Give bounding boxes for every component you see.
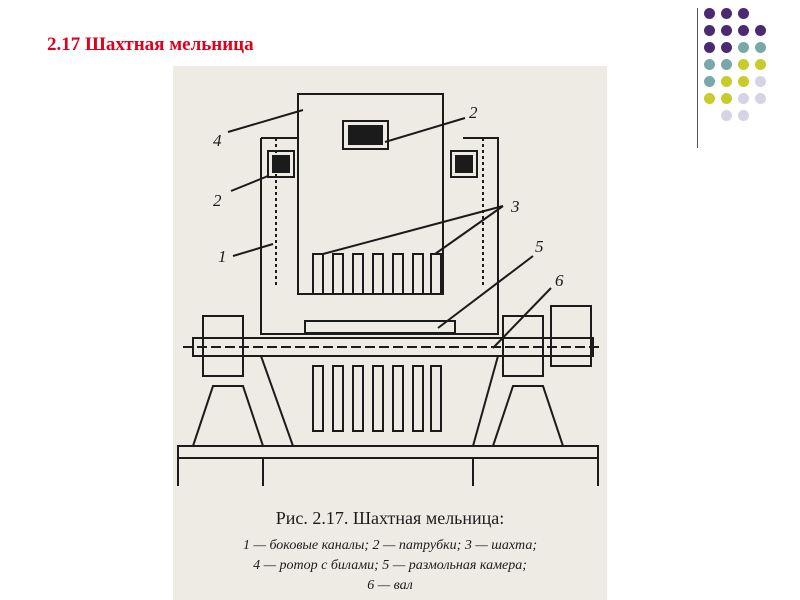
right-support <box>493 386 563 446</box>
decorative-dot <box>738 110 749 121</box>
decorative-dot <box>738 8 749 19</box>
shaft-outline <box>298 94 443 294</box>
decorative-dot <box>721 110 732 121</box>
mill-figure <box>173 66 607 600</box>
decorative-dot <box>738 42 749 53</box>
mill-drawing <box>173 66 607 506</box>
part-label-4: 3 <box>511 197 520 216</box>
decorative-dot <box>704 93 715 104</box>
part-label-3: 4 <box>213 131 222 150</box>
figure-caption-line-1: 1 — боковые каналы; 2 — патрубки; 3 — шахта; <box>243 538 537 553</box>
lower-hopper <box>261 356 498 446</box>
decorative-dot <box>721 59 732 70</box>
rotor-beaters-upper <box>313 254 441 294</box>
decorative-dot <box>755 25 766 36</box>
decorative-dot <box>704 42 715 53</box>
decorative-dot <box>704 25 715 36</box>
decorative-dot <box>704 76 715 87</box>
part-label-2-left: 2 <box>213 191 222 210</box>
slide-title: 2.17 Шахтная мельница <box>47 34 254 55</box>
rotor-beaters-lower <box>313 366 441 431</box>
decorative-dot <box>721 8 732 19</box>
part-label-6: 6 <box>555 271 564 290</box>
decorative-dot <box>721 42 732 53</box>
decorative-dot <box>704 59 715 70</box>
part-label-1: 1 <box>218 247 227 266</box>
decorative-dot <box>755 93 766 104</box>
figure-caption-title: Рис. 2.17. Шахтная мельница: <box>275 508 505 528</box>
figure-caption-line-3: 6 — вал <box>367 578 413 593</box>
decorative-dot <box>721 25 732 36</box>
decorative-dot <box>738 93 749 104</box>
base-frame <box>178 446 598 458</box>
decorative-dot <box>721 76 732 87</box>
decorative-dot <box>738 76 749 87</box>
decorative-dot <box>755 59 766 70</box>
decorative-dot <box>738 25 749 36</box>
decorative-dot <box>738 59 749 70</box>
decorative-divider <box>697 8 698 148</box>
part-label-2-top: 2 <box>469 103 478 122</box>
figure-caption-line-2: 4 — ротор с билами; 5 — размольная камера; <box>253 558 527 573</box>
decorative-dot <box>721 93 732 104</box>
grinding-chamber <box>305 321 455 333</box>
decorative-dot <box>704 8 715 19</box>
decorative-dot-grid <box>704 8 784 132</box>
decorative-dot <box>755 42 766 53</box>
left-support <box>193 386 263 446</box>
decorative-dot <box>755 76 766 87</box>
part-label-5: 5 <box>535 237 544 256</box>
